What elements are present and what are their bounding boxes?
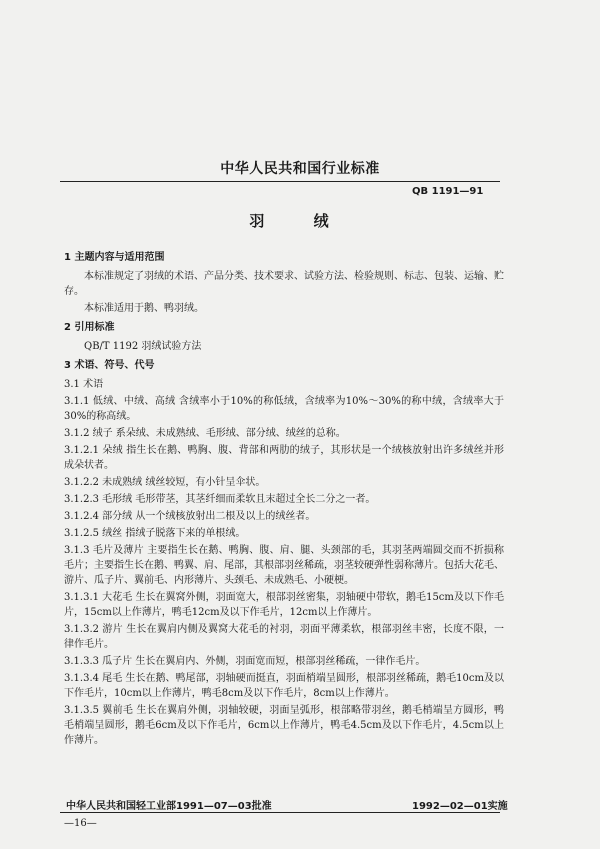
term-entry: 3.1.2.3 毛形绒 毛形带茎，其茎纤细而柔软且末超过全长二分之一者。	[64, 494, 376, 505]
term-entry: 3.1.1 低绒、中绒、高绒 含绒率小于10%的称低绒，含绒率为10%～30%的称中绒，含绒率大于30%的称高绒。	[64, 396, 504, 422]
standard-category: 中华人民共和国行业标准	[220, 161, 380, 177]
footer-rule	[60, 812, 500, 813]
term-entry: 3.1 术语	[64, 379, 104, 390]
implementation-date: 1992—02—01实施	[412, 801, 508, 812]
term-entry: 3.1.3.1 大花毛 生长在翼窝外侧，羽面宽大，根部羽丝密集，羽轴硬中带软，鹅毛15cm及以下作毛片，15cm以上作薄片，鸭毛12cm及以下作毛片，12cm以上作薄片。	[64, 592, 504, 618]
term-entry: 3.1.3 毛片及薄片 主要指生长在鹅、鸭胸、腹、肩、腿、头颈部的毛，其羽茎两端圆交而不折损称毛片；主要指生长在鹅、鸭翼、肩、尾部，其根部羽丝稀疏，羽茎较硬弹性弱称薄片。包括大花毛、游片、瓜子片、翼前毛、内形薄片、头颈毛、未成熟毛、小硬梗。	[64, 545, 504, 586]
paragraph: 本标准适用于鹅、鸭羽绒。	[84, 303, 204, 314]
section-heading-3: 3 术语、符号、代号	[64, 360, 155, 371]
standard-number: QB 1191—91	[412, 186, 484, 197]
document-title: 羽 绒	[249, 212, 351, 230]
paragraph: 本标准规定了羽绒的术语、产品分类、技术要求、试验方法、检验规则、标志、包装、运输、贮存。	[64, 271, 504, 297]
document-body	[64, 246, 504, 750]
term-entry: 3.1.2.4 部分绒 从一个绒核放射出二根及以上的绒丝者。	[64, 511, 316, 522]
term-entry: 3.1.3.3 瓜子片 生长在翼肩内、外侧，羽面宽而短，根部羽丝稀疏，一律作毛片。	[64, 656, 426, 667]
approval-line: 中华人民共和国轻工业部1991—07—03批准	[66, 801, 272, 812]
term-entry: 3.1.3.4 尾毛 生长在鹅、鸭尾部，羽轴硬而挺直，羽面梢端呈圆形，根部羽丝稀疏，鹅毛10cm及以下作毛片，10cm以上作薄片，鸭毛8cm及以下作毛片，8cm以上作薄片。	[64, 673, 504, 699]
term-entry: 3.1.3.2 游片 生长在翼肩内侧及翼窝大花毛的衬羽，羽面平薄柔软，根部羽丝丰密，长度不限，一律作毛片。	[64, 624, 504, 650]
page-number: —16—	[64, 818, 97, 829]
paragraph: QB/T 1192 羽绒试验方法	[84, 341, 202, 352]
term-entry: 3.1.3.5 翼前毛 生长在翼肩外侧，羽轴较硬，羽面呈弧形，根部略带羽丝，鹅毛梢端呈方圆形，鸭毛梢端呈圆形，鹅毛6cm及以下作毛片，6cm以上作薄片，鸭毛4.5cm及以下作毛片，4.5cm以上作薄片。	[64, 705, 504, 746]
term-entry: 3.1.2.5 绒丝 指绒子脱落下来的单根绒。	[64, 528, 246, 539]
term-entry: 3.1.2.1 朵绒 指生长在鹅、鸭胸、腹、背部和两肋的绒子，其形状是一个绒核放射出许多绒丝并形成朵状者。	[64, 445, 504, 471]
term-entry: 3.1.2 绒子 系朵绒、未成熟绒、毛形绒、部分绒、绒丝的总称。	[64, 428, 346, 439]
section-heading-1: 1 主题内容与适用范围	[64, 252, 165, 263]
section-heading-2: 2 引用标准	[64, 322, 115, 333]
term-entry: 3.1.2.2 未成熟绒 绒丝较短，有小针呈伞状。	[64, 477, 266, 488]
header-rule	[60, 181, 500, 182]
